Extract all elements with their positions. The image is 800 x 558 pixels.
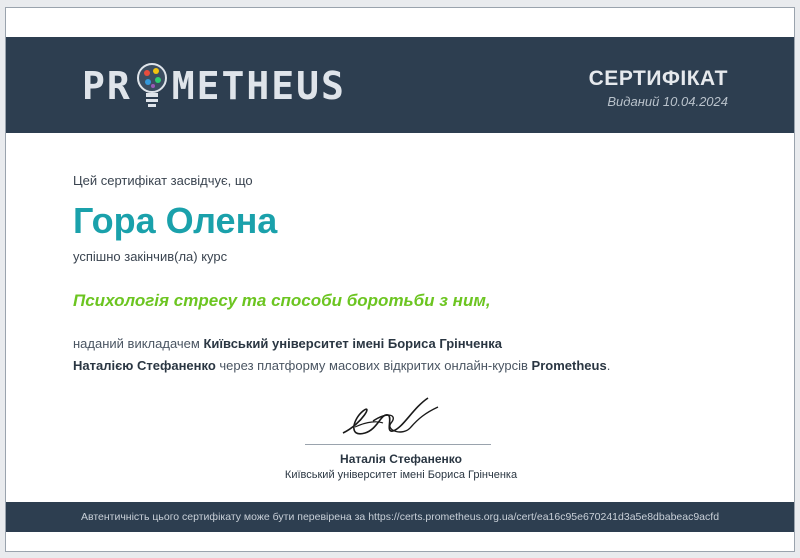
intro-text: Цей сертифікат засвідчує, що <box>73 173 253 188</box>
recipient-name: Гора Олена <box>73 200 278 241</box>
signer-name: Наталія Стефаненко <box>340 452 462 466</box>
verification-text: Автентичність цього сертифікату може бути перевірена за https://certs.prometheus.org.ua/cert/ea16c95e670241d3a5e8dbabeac9acfd <box>80 511 720 523</box>
lightbulb-icon <box>136 61 168 111</box>
logo-text-left: PR <box>82 64 132 108</box>
logo-text-right: METHEUS <box>171 64 346 108</box>
certificate-title-block <box>589 67 728 109</box>
university-name: Київський університет імені Бориса Грінченка <box>203 336 502 351</box>
signature-image <box>333 393 453 448</box>
signature-line <box>305 444 491 445</box>
course-title: Психологія стресу та способи боротьби з ним, <box>73 291 491 310</box>
certificate-header <box>6 37 794 133</box>
desc-end: . <box>606 358 611 373</box>
issue-date: Виданий 10.04.2024 <box>607 94 728 109</box>
desc-middle: через платформу масових відкритих онлайн-курсів <box>215 358 532 373</box>
verification-footer <box>6 502 794 532</box>
intro-block <box>73 173 774 188</box>
platform-name: Prometheus <box>531 358 607 373</box>
signer-organization: Київський університет імені Бориса Грінченка <box>284 469 518 481</box>
prometheus-logo <box>82 61 346 111</box>
completed-text: успішно закінчив(ла) курс <box>73 249 228 264</box>
course-description <box>73 333 753 377</box>
desc-prefix: наданий викладачем <box>73 336 204 351</box>
certificate <box>5 7 795 552</box>
certificate-title: СЕРТИФІКАТ <box>588 67 728 90</box>
signature-block <box>281 393 521 483</box>
teacher-name: Наталією Стефаненко <box>73 358 216 373</box>
